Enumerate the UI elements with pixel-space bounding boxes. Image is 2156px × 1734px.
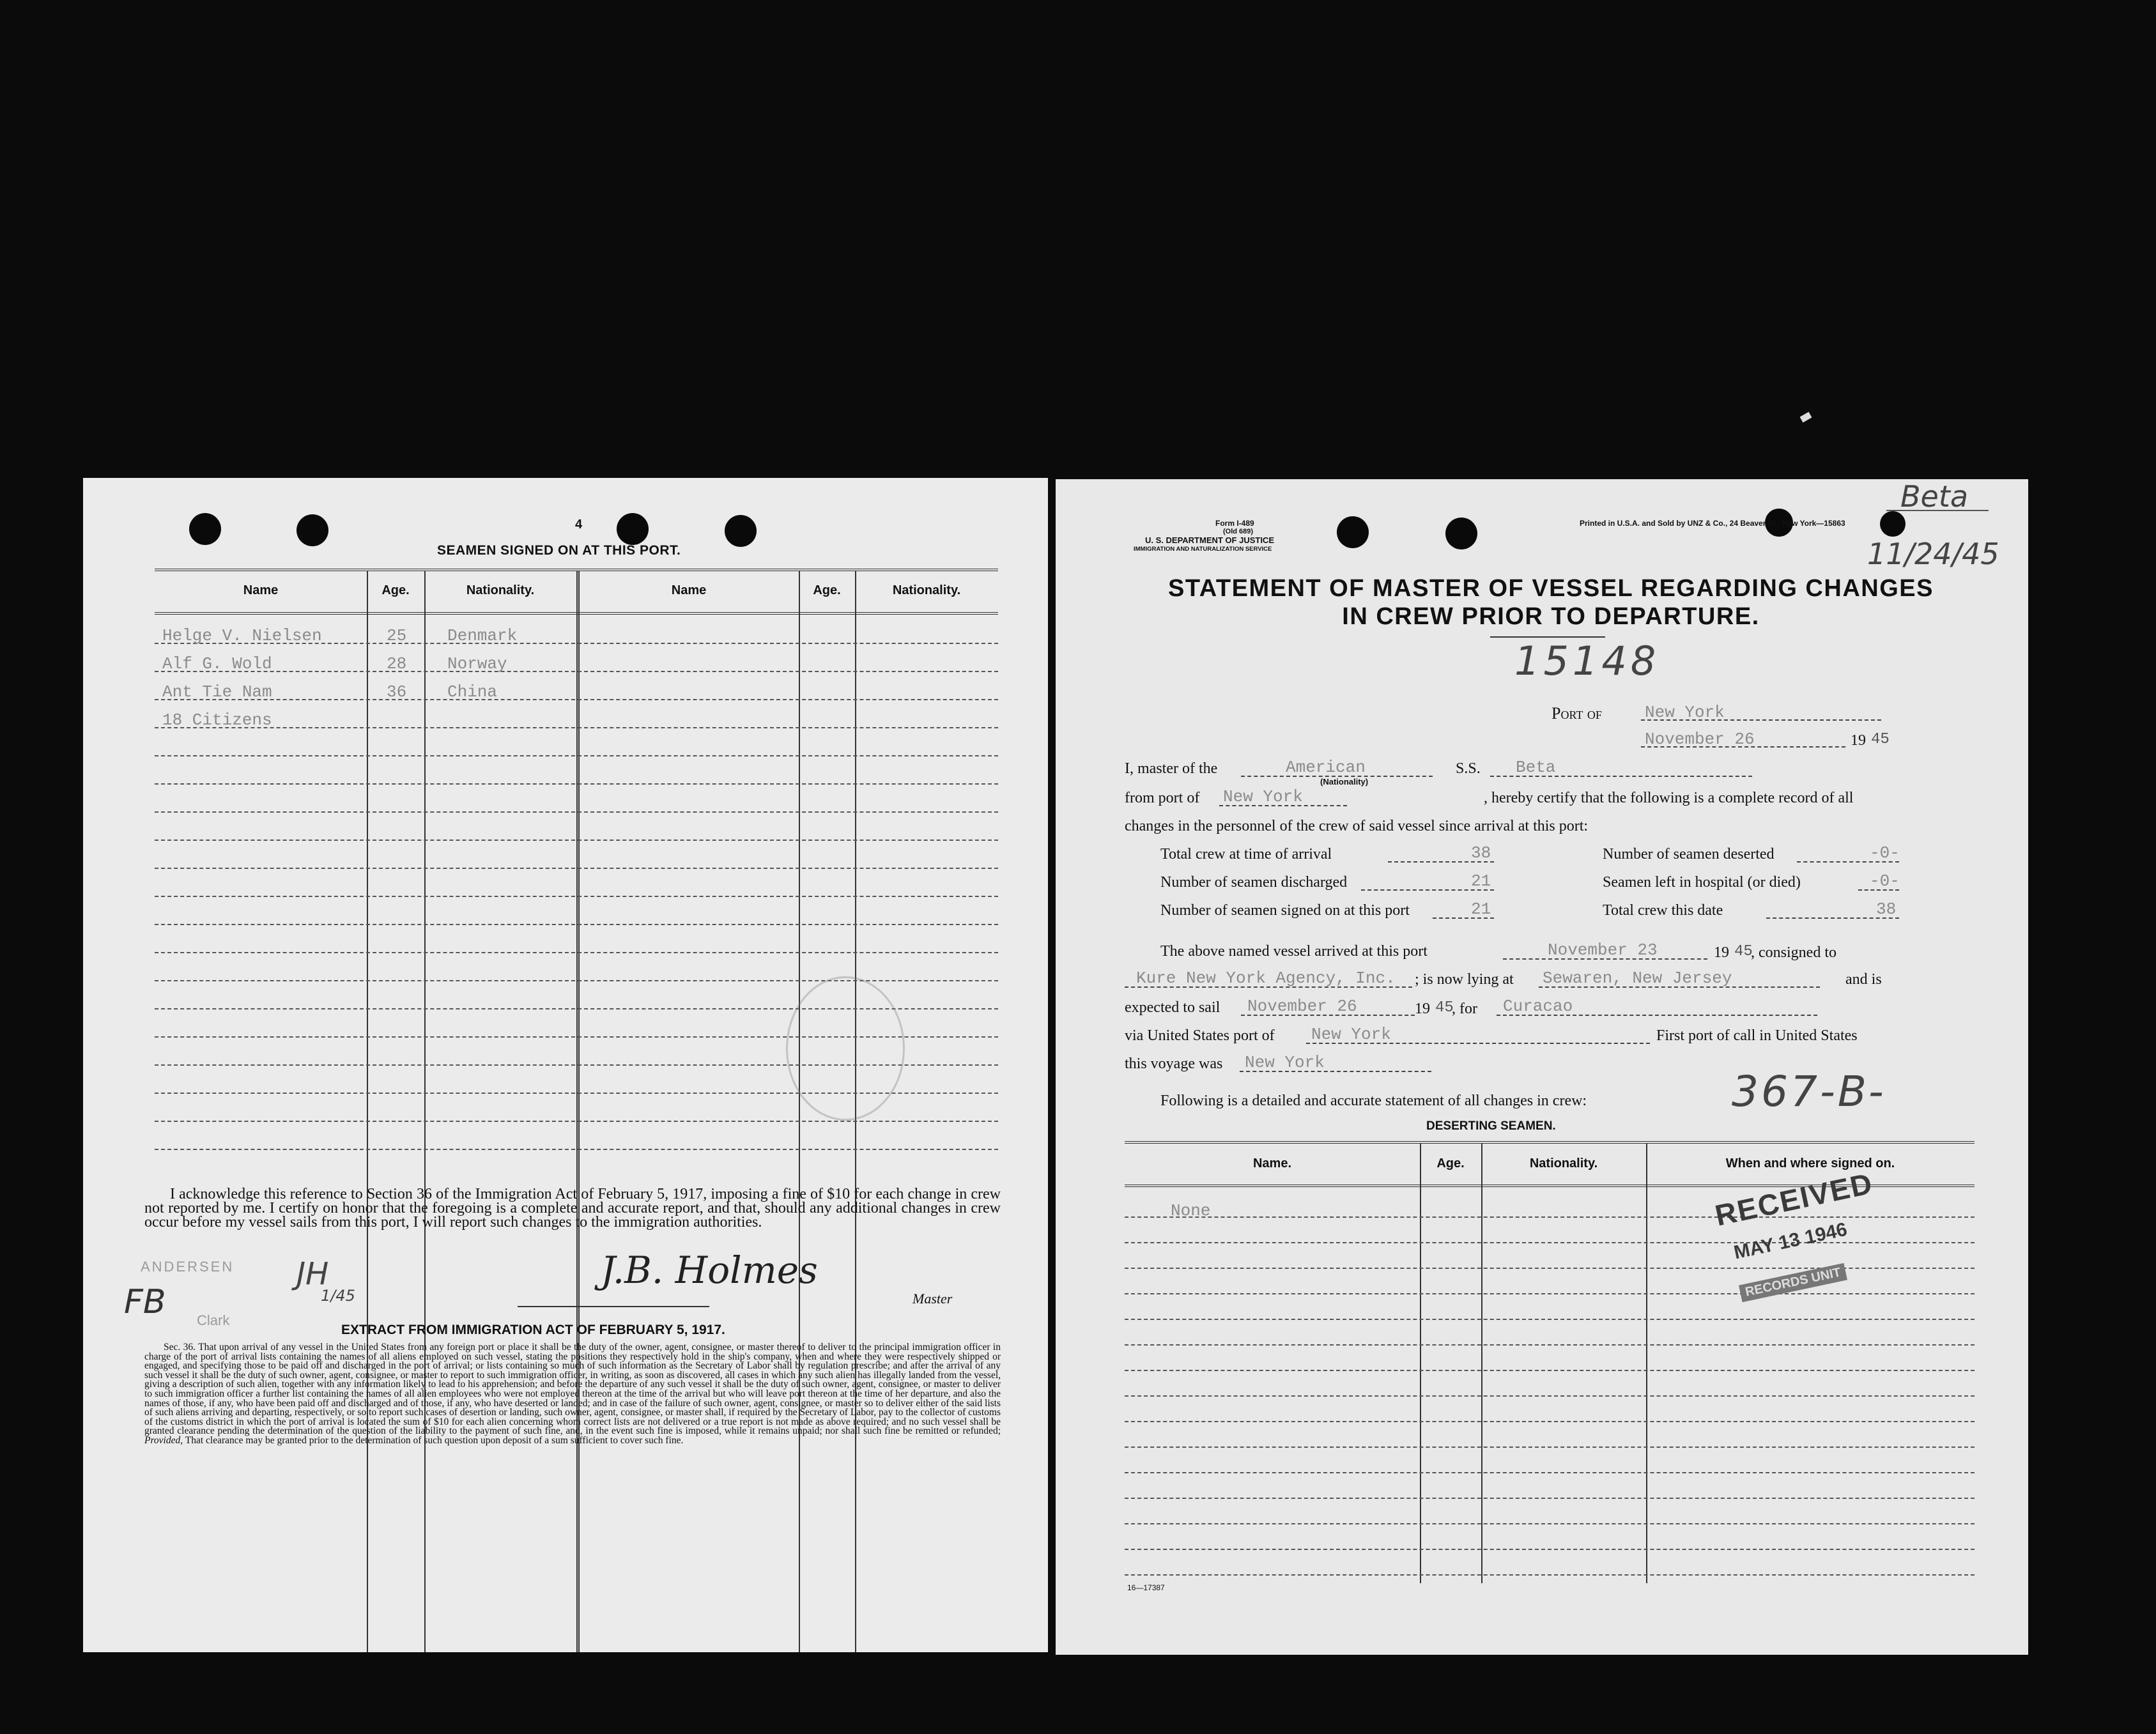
deserting-row-line: [1125, 1421, 1975, 1422]
column-divider: [367, 571, 368, 1652]
handwritten-date: 11/24/45: [1867, 537, 1999, 571]
punch-hole: [725, 515, 757, 547]
column-header-age: Age.: [813, 583, 841, 597]
seaman-name: Ant Tie Nam: [162, 682, 272, 702]
section-title: SEAMEN SIGNED ON AT THIS PORT.: [437, 543, 681, 558]
deserting-row-line: [1125, 1498, 1975, 1499]
deserting-row-line: [1125, 1293, 1975, 1294]
column-divider: [1646, 1144, 1647, 1583]
count-label: Number of seamen discharged: [1160, 874, 1348, 891]
nationality-caption: (Nationality): [1320, 777, 1369, 786]
old-form-number: (Old 689): [1223, 528, 1254, 535]
page-number: 4: [575, 518, 583, 532]
handwritten-code: 367-B-: [1732, 1067, 1886, 1116]
extract-text: [144, 1343, 1001, 1446]
and-is-label: and is: [1845, 971, 1882, 988]
handwritten-underline: [1886, 510, 1989, 511]
master-label: Master: [912, 1291, 953, 1307]
column-divider: [576, 571, 580, 1652]
count-label: Seamen left in hospital (or died): [1603, 874, 1801, 891]
initials-handwritten: JH: [296, 1256, 329, 1292]
seaman-age: 28: [387, 654, 407, 673]
table-row-line: [155, 811, 998, 813]
seaman-name: 18 Citizens: [162, 710, 272, 730]
service: IMMIGRATION AND NATURALIZATION SERVICE: [1134, 546, 1272, 553]
count-label: Number of seamen signed on at this port: [1160, 902, 1410, 919]
seaman-age: 36: [387, 682, 407, 702]
column-divider: [1420, 1144, 1421, 1583]
ss-label: S.S.: [1456, 760, 1481, 777]
deserting-row-line: [1125, 1344, 1975, 1346]
count-label: Total crew this date: [1603, 902, 1723, 919]
received-stamp: RECEIVED: [1712, 1166, 1876, 1232]
following-text: Following is a detailed and accurate statement of all changes in crew:: [1160, 1093, 1587, 1109]
punch-hole: [189, 513, 221, 545]
table-row-line: [155, 896, 998, 897]
column-divider: [1481, 1144, 1482, 1583]
arrived-year-suffix: 45: [1734, 943, 1753, 960]
count-value: -0-: [1870, 871, 1900, 891]
from-port-value: New York: [1223, 787, 1303, 806]
certify-text: , hereby certify that the following is a complete record of all: [1484, 790, 1854, 806]
inspector-stamp: ANDERSEN: [141, 1259, 235, 1275]
punch-hole: [1337, 516, 1369, 548]
arrived-year-prefix: 19: [1714, 944, 1729, 961]
deserting-row-line: [1125, 1395, 1975, 1397]
year-suffix: 45: [1871, 731, 1890, 748]
deserting-row-line: [1125, 1216, 1975, 1218]
sail-year-prefix: 19: [1415, 1001, 1430, 1017]
extract-body: That upon arrival of any vessel in the United States from any foreign port or place it shall be the duty of the owner, agent, consignee, or master thereof to deliver to the principal immigration officer in charge of the port of arrival lists containing the names of all aliens employed on such vessel, stating the positions they respectively hold in the ship's company, when and where they were respectively shipped or engaged, and specifying those to be paid off and discharged in the port of arrival; or lists containing so much of such information as the Secretary of Labor shall by regulation prescribe; and after the arrival of any such vessel it shall be the duty of such owner, agent, consignee, or master to report to such immigration officer, in writing, as soon as discovered, all cases in which any such alien has illegally landed from the vessel, giving a description of such alien, together with any information likely to lead to his apprehension; and before the departure of any such vessel it shall be the duty of such owner, agent, consignee, or master to deliver to such immigration officer a further list containing the names of all alien employees who were not employed thereon at the time of the arrival but who will leave port thereon at the time of her departure, and also the names of those, if any, who have been paid off and discharged and of those, if any, who have deserted or landed; and in case of the failure of such owner, agent, consignee, or master so to deliver either of the said lists of such aliens arriving and departing, respectively, or so to report such cases of desertion or landing, such owner, agent, consignee, or master shall, if required by the Secretary of Labor, pay to the collector of customs of the customs district in which the port of arrival is located the sum of $10 for each alien concerning whom correct lists are not delivered or a true report is not made as above required; and no such vessel shall be granted clearance pending the determination of the question of the liability to the payment of such fine, and, in the event such fine is imposed, while it remains unpaid; nor shall such fine be remitted or refunded;: [144, 1342, 1001, 1437]
deserting-row-line: [1125, 1242, 1975, 1243]
count-label: Total crew at time of arrival: [1160, 846, 1332, 863]
extract-title: EXTRACT FROM IMMIGRATION ACT OF FEBRUARY 5, 1917.: [341, 1323, 725, 1337]
column-header-age: Age.: [381, 583, 410, 597]
seaman-nationality: China: [447, 682, 498, 702]
deserting-header-age: Age.: [1436, 1156, 1465, 1170]
clerk-stamp: Clark: [197, 1312, 230, 1328]
deserting-row-line: [1125, 1446, 1975, 1448]
punch-hole: [296, 514, 328, 546]
printer-imprint: Printed in U.S.A. and Sold by UNZ & Co., 24 Beaver St., New York—15863: [1580, 519, 1845, 528]
expected-label: expected to sail: [1125, 999, 1220, 1016]
scan-mark: [1800, 412, 1812, 423]
acknowledgement-text: I acknowledge this reference to Section 36 of the Immigration Act of February 5, 1917, imposing a fine of $10 for each change in crew not reported by me. I certify on honor that the foregoing is a complete and accurate report, and that, should any additional changes in crew occur before my vessel sails from this port, I will report such changes to the immigration authorities.: [144, 1186, 1001, 1231]
faint-circular-stamp: [786, 976, 905, 1121]
column-header-name: Name: [671, 583, 707, 597]
deserting-header-name: Name.: [1252, 1156, 1292, 1170]
column-header-nationality: Nationality.: [892, 583, 961, 597]
deserting-row-line: [1125, 1549, 1975, 1550]
initials-date-handwritten: 1/45: [321, 1287, 355, 1305]
column-divider: [424, 571, 426, 1652]
form-number: Form I-489: [1215, 519, 1254, 528]
port-value: New York: [1645, 703, 1725, 722]
table-row-line: [155, 783, 998, 785]
count-value: 21: [1471, 871, 1491, 891]
table-row-line: [155, 952, 998, 953]
punch-hole: [1445, 518, 1477, 549]
signature-line: [518, 1306, 709, 1307]
file-number: 15148: [1514, 638, 1660, 684]
column-divider: [799, 571, 800, 1652]
seaman-age: 25: [387, 626, 407, 645]
handwritten-vessel-name: Beta: [1900, 479, 1969, 514]
table-row-line: [155, 868, 998, 869]
arrived-value: November 23: [1548, 940, 1658, 960]
sail-year-suffix: 45: [1435, 999, 1454, 1017]
first-port-value: New York: [1245, 1053, 1325, 1072]
deserting-row-line: [1125, 1574, 1975, 1576]
for-label: , for: [1452, 1001, 1477, 1017]
table-row-line: [155, 755, 998, 756]
footer-code: 16—17387: [1127, 1583, 1165, 1592]
section-prefix: Sec. 36.: [164, 1342, 196, 1353]
deserting-row-line: [1125, 1472, 1975, 1473]
from-port-label: from port of: [1125, 790, 1200, 806]
via-value: New York: [1311, 1025, 1391, 1044]
deserting-row-line: [1125, 1370, 1975, 1371]
first-port-label: First port of call in United States: [1656, 1027, 1858, 1044]
left-page: [83, 478, 1048, 1652]
deserting-header-nationality: Nationality.: [1529, 1156, 1598, 1170]
table-row-line: [155, 924, 998, 925]
table-row-line: [155, 671, 998, 672]
count-value: -0-: [1870, 843, 1900, 863]
deserting-row-line: [1125, 1268, 1975, 1269]
table-row-line: [155, 980, 998, 981]
stamp-initials: FB: [124, 1283, 166, 1321]
right-page: [1056, 479, 2028, 1655]
destination-value: Curacao: [1503, 997, 1573, 1016]
table-row-line: [155, 840, 998, 841]
form-title-line1: STATEMENT OF MASTER OF VESSEL REGARDING CHANGES: [1168, 575, 1934, 602]
count-value: 21: [1471, 900, 1491, 919]
table-row-line: [155, 699, 998, 700]
arrived-label: The above named vessel arrived at this port: [1160, 943, 1428, 960]
deserting-row-line: [1125, 1523, 1975, 1524]
count-value: 38: [1471, 843, 1491, 863]
vessel-value: Beta: [1516, 758, 1556, 777]
nationality-value: American: [1286, 758, 1366, 777]
table-row-line: [155, 1121, 998, 1122]
consignee-value: Kure New York Agency, Inc.: [1136, 969, 1396, 988]
lying-label: ; is now lying at: [1415, 971, 1514, 988]
sail-value: November 26: [1247, 997, 1357, 1016]
extract-tail: That clearance may be granted prior to the determination of such question upon deposit of a sum sufficient to cover such fine.: [185, 1434, 684, 1446]
deserting-name: None: [1171, 1201, 1211, 1220]
column-header-name: Name: [243, 583, 279, 597]
master-signature: J.B. Holmes: [601, 1248, 818, 1292]
changes-text: changes in the personnel of the crew of said vessel since arrival at this port:: [1125, 818, 1589, 834]
punch-hole: [1880, 511, 1906, 537]
seaman-nationality: Norway: [447, 654, 507, 673]
lying-value: Sewaren, New Jersey: [1543, 969, 1732, 988]
seaman-name: Alf G. Wold: [162, 654, 272, 673]
deserting-row-line: [1125, 1319, 1975, 1320]
year-prefix: 19: [1851, 732, 1866, 749]
deserting-top-rule: [1125, 1141, 1975, 1144]
seaman-nationality: Denmark: [447, 626, 518, 645]
count-label: Number of seamen deserted: [1603, 846, 1775, 863]
records-unit-stamp: RECORDS UNIT: [1739, 1263, 1847, 1302]
table-row-line: [155, 1149, 998, 1150]
count-value: 38: [1876, 900, 1897, 919]
table-row-line: [155, 727, 998, 728]
this-voyage-label: this voyage was: [1125, 1055, 1223, 1072]
via-label: via United States port of: [1125, 1027, 1275, 1044]
column-header-nationality: Nationality.: [466, 583, 535, 597]
date-value: November 26: [1645, 730, 1755, 749]
consigned-label: , consigned to: [1751, 944, 1836, 961]
extract-proviso: Provided,: [144, 1434, 183, 1446]
department: U. S. DEPARTMENT OF JUSTICE: [1145, 535, 1274, 545]
seaman-name: Helge V. Nielsen: [162, 626, 322, 645]
form-title-line2: IN CREW PRIOR TO DEPARTURE.: [1342, 603, 1760, 630]
punch-hole: [617, 513, 649, 545]
received-date: MAY 13 1946: [1732, 1218, 1849, 1264]
deserting-header-signed-on: When and where signed on.: [1725, 1156, 1895, 1170]
deserting-title: DESERTING SEAMEN.: [1426, 1119, 1556, 1133]
port-label: Port of: [1552, 704, 1602, 723]
master-of-label: I, master of the: [1125, 760, 1218, 777]
